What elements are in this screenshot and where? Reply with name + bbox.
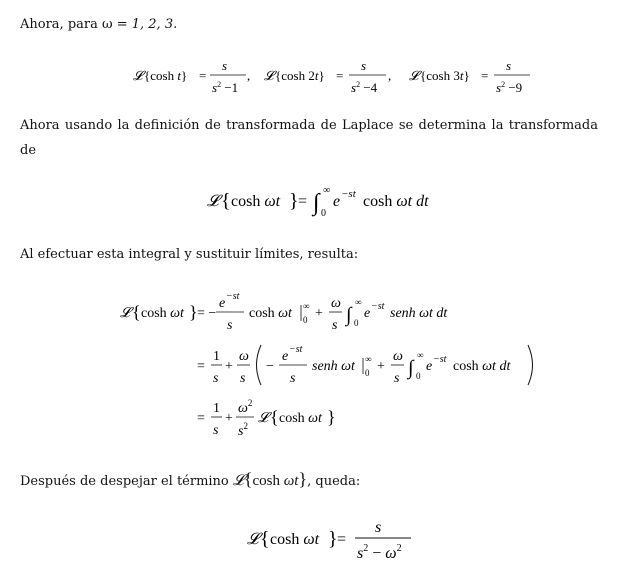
- svg-text:=: =: [197, 359, 205, 374]
- svg-text:= −: = −: [197, 306, 217, 321]
- svg-text:=: =: [337, 531, 347, 548]
- svg-text:cosh ωt: cosh ωt: [270, 531, 320, 548]
- svg-text:0: 0: [365, 368, 370, 378]
- svg-text:=: =: [481, 68, 489, 83]
- svg-text:{cosh t}: {cosh t}: [144, 68, 188, 83]
- svg-text:0: 0: [303, 315, 308, 325]
- svg-text:}: }: [289, 190, 299, 212]
- svg-text:−st: −st: [371, 301, 385, 312]
- svg-text:{: {: [132, 302, 141, 322]
- intro-paragraph: [20, 13, 177, 37]
- svg-text:s: s: [375, 519, 382, 536]
- derivation-block: [118, 285, 548, 445]
- definition-equation-svg: [205, 180, 465, 220]
- svg-text:,: ,: [247, 68, 251, 83]
- svg-text:+: +: [225, 411, 233, 426]
- svg-text:ω: ω: [239, 349, 249, 364]
- svg-text:s: s: [290, 371, 296, 386]
- svg-text:−st: −st: [341, 188, 356, 200]
- svg-text:s2 −4: $s^2 -4$: [351, 80, 378, 95]
- svg-text:0: 0: [354, 318, 359, 328]
- svg-text:=: =: [197, 411, 205, 426]
- svg-text:∞: ∞: [417, 350, 424, 360]
- svg-text:−st: −st: [289, 344, 303, 355]
- definition-equation: [205, 180, 465, 220]
- svg-text:cosh ωt: cosh ωt: [141, 306, 184, 321]
- svg-text:{: {: [260, 528, 270, 550]
- svg-text:s2 −1: $s^2 -1$: [212, 80, 239, 95]
- svg-text:senh ωt dt: senh ωt dt: [390, 306, 448, 321]
- svg-text:s: s: [332, 318, 338, 333]
- svg-text:e: e: [219, 296, 226, 311]
- solve-prefix: Después de despejar el término: [20, 474, 229, 489]
- result-equation: [245, 518, 425, 566]
- examples-equation-svg: [130, 56, 550, 100]
- solve-paragraph: [20, 466, 360, 495]
- svg-text:cosh ωt: cosh ωt: [279, 411, 322, 426]
- result-equation-svg: [245, 518, 425, 566]
- svg-text:∫: ∫: [313, 190, 320, 216]
- svg-text:∞: ∞: [323, 185, 331, 196]
- derivation-line-1: [120, 291, 448, 333]
- svg-text:+: +: [315, 306, 323, 321]
- svg-text:s2: $s^2$: [238, 421, 248, 439]
- svg-text:s2 −9: $s^2 -9$: [496, 80, 523, 95]
- svg-text:𝓛: 𝓛: [120, 306, 131, 321]
- examples-equation: [130, 56, 550, 100]
- svg-text:−st: −st: [433, 354, 447, 365]
- svg-text:∞: ∞: [365, 354, 372, 364]
- svg-text:ω: ω: [331, 296, 341, 311]
- svg-text:{: {: [270, 407, 279, 427]
- svg-text:+: +: [377, 359, 385, 374]
- svg-text:ω: ω: [393, 349, 403, 364]
- svg-text:e: e: [333, 193, 341, 210]
- svg-text:s: s: [240, 371, 246, 386]
- svg-text:∫: ∫: [346, 304, 352, 326]
- intro-prefix: Ahora, para ω =: [20, 17, 132, 32]
- svg-text:ω2: $\omega^2$: [238, 398, 253, 416]
- svg-text:𝓛: 𝓛: [409, 68, 419, 83]
- svg-text:0: 0: [416, 371, 421, 381]
- solve-suffix: , queda:: [307, 474, 361, 489]
- intro-values: 1, 2, 3.: [131, 17, 178, 32]
- svg-text:=: =: [199, 68, 207, 83]
- definition-paragraph: Ahora usando la definición de transformada de Laplace se determina la transformada de: [20, 118, 598, 158]
- svg-text:cosh ωt: cosh ωt: [231, 193, 281, 210]
- svg-text:∞: ∞: [303, 301, 310, 311]
- svg-text:0: 0: [321, 208, 326, 219]
- svg-text:senh ωt: senh ωt: [312, 359, 355, 374]
- svg-text:s: s: [506, 58, 512, 73]
- svg-text:+: +: [225, 359, 233, 374]
- svg-text:𝓛: 𝓛: [133, 68, 143, 83]
- svg-text:1: 1: [213, 401, 220, 416]
- svg-text:e: e: [364, 306, 371, 321]
- inline-term: 𝓛{cosh ωt}: [232, 469, 308, 489]
- svg-text:{cosh 3t}: {cosh 3t}: [420, 68, 470, 83]
- svg-text:∫: ∫: [408, 357, 414, 379]
- svg-text:s2 − ω2: $s^2 - \omega^2$: [357, 543, 402, 562]
- svg-text:s: s: [213, 371, 219, 386]
- svg-text:∞: ∞: [355, 297, 362, 307]
- svg-text:s: s: [213, 423, 219, 438]
- svg-text:s: s: [394, 371, 400, 386]
- derivation-line-2: [197, 344, 533, 386]
- svg-text:s: s: [361, 58, 367, 73]
- derivation-line-3: [197, 398, 336, 439]
- svg-text:}: }: [328, 528, 338, 550]
- svg-text:e: e: [282, 349, 289, 364]
- svg-text:𝓛: 𝓛: [258, 411, 269, 426]
- svg-text:1: 1: [213, 349, 220, 364]
- svg-text:s: s: [222, 58, 228, 73]
- derivation-svg: [118, 285, 548, 445]
- svg-text:𝓛: 𝓛: [264, 68, 274, 83]
- svg-text:{: {: [221, 190, 231, 212]
- svg-text:−st: −st: [226, 291, 240, 302]
- svg-text:𝓛: 𝓛: [247, 531, 259, 548]
- integral-paragraph: Al efectuar esta integral y sustituir límites, resulta:: [20, 247, 359, 262]
- svg-text:}: }: [327, 407, 336, 427]
- svg-text:=: =: [298, 193, 308, 210]
- svg-text:s: s: [227, 318, 233, 333]
- svg-text:}: }: [189, 302, 198, 322]
- svg-text:−: −: [266, 359, 274, 374]
- svg-text:𝓛: 𝓛: [207, 193, 219, 210]
- svg-text:e: e: [426, 359, 433, 374]
- svg-text:{cosh 2t}: {cosh 2t}: [275, 68, 325, 83]
- svg-text:cosh ωt dt: cosh ωt dt: [363, 193, 429, 210]
- svg-text:cosh ωt dt: cosh ωt dt: [453, 359, 511, 374]
- svg-text:=: =: [336, 68, 344, 83]
- svg-text:,: ,: [388, 68, 392, 83]
- svg-text:cosh ωt: cosh ωt: [249, 306, 292, 321]
